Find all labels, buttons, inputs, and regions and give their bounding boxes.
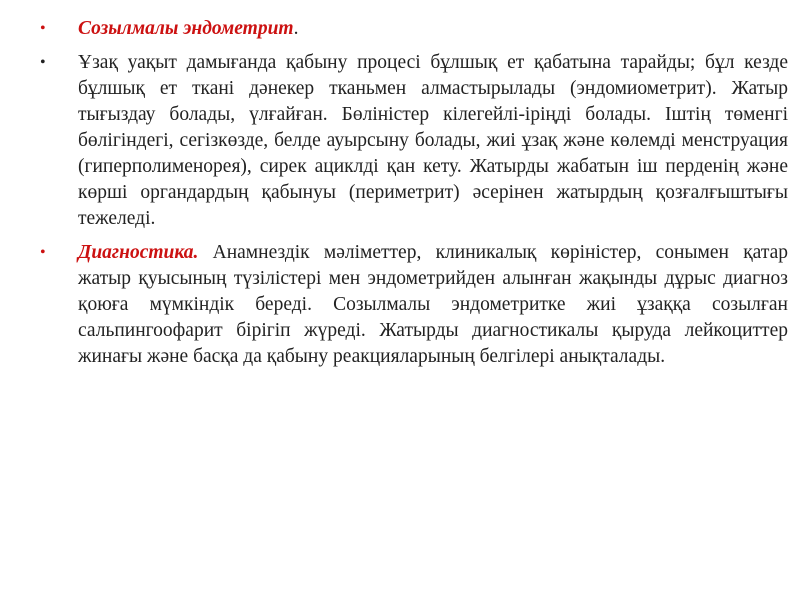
list-item-chronic-endometritis <box>40 16 788 42</box>
list-item-diagnostics <box>40 240 788 370</box>
bullet-icon: • <box>40 54 46 71</box>
section-heading: Диагностика. <box>78 242 199 263</box>
bullet-list <box>40 16 788 378</box>
paragraph-text: Анамнездік мәліметтер, клиникалық көріністер, сонымен қатар жатыр қуысының түзілістері мен эндометрийден алынған жақынды дұрыс диагноз қоюға мүмкіндік береді. Созылмалы эндометритке жиі ұзаққа созылған сальпингоофарит бірігіп жүреді. Жатырды диагностикалы қыруда лейкоциттер жинағы және басқа да қабыну реакцияларының белгілері анықталады. <box>78 242 788 367</box>
list-item-description <box>40 50 788 232</box>
heading-suffix: . <box>293 18 299 39</box>
section-heading: Созылмалы эндометрит <box>78 18 294 39</box>
paragraph-text: Ұзақ уақыт дамығанда қабыну процесі бұлшық ет қабатына тарайды; бұл кезде бұлшық ет ткані дәнекер тканьмен алмастырылады (эндомиометрит). Жатыр тығыздау болады, үлғайған. Бөліністер кілегейлі-іріңді болады. Іштің төменгі бөлігіндегі, сегізкөзде, белде ауырсыну болады, жиі ұзақ және көлемді менструация (гиперполименорея), сирек ациклді қан кету. Жатырды жабатын іш перденің және көрші органдардың қабынуы (периметрит) әсерінен жатырдың қозғалғыштығы тежеледі. <box>78 52 788 229</box>
bullet-icon: • <box>40 20 46 37</box>
bullet-icon: • <box>40 244 46 261</box>
